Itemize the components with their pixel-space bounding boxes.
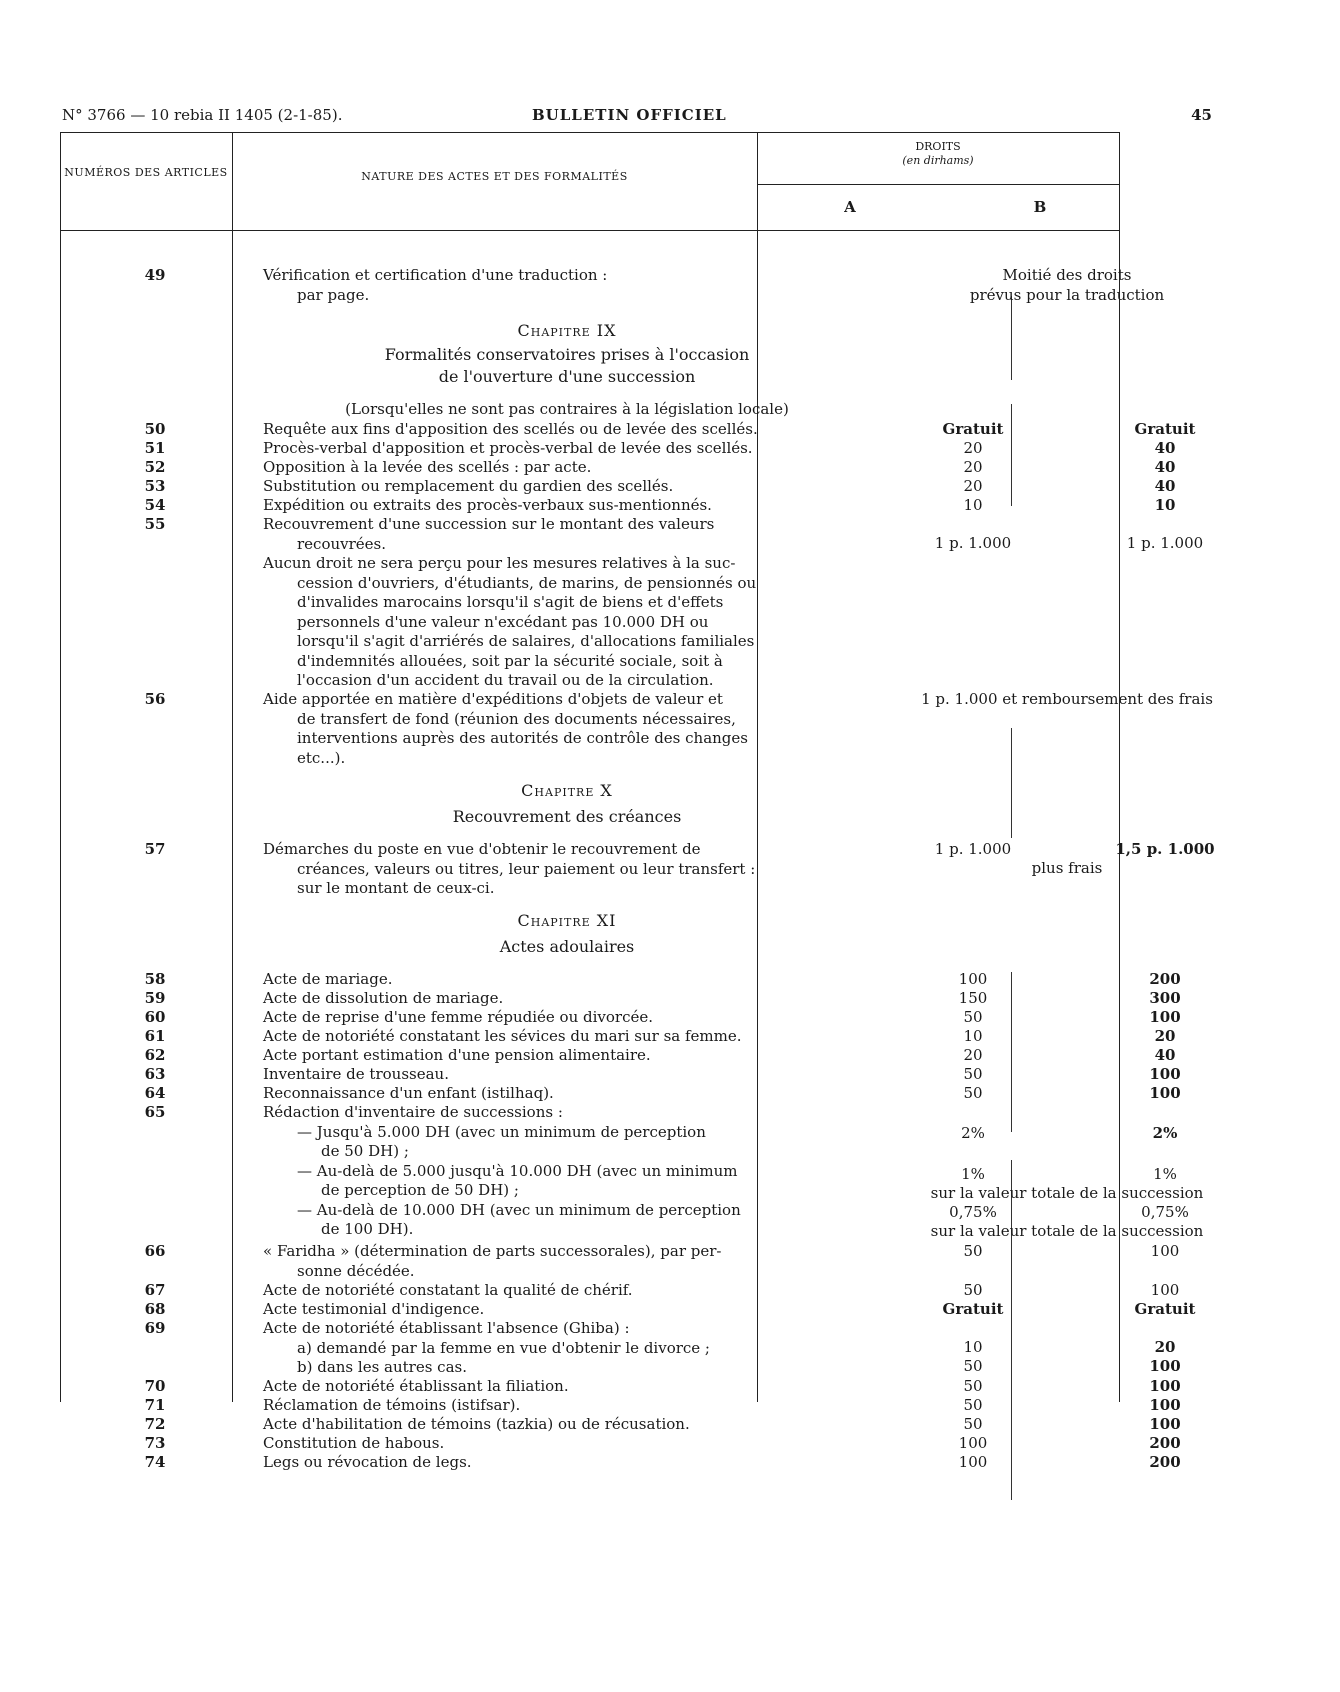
article-number: 70 <box>144 1377 166 1395</box>
fee-a: 0,75% <box>949 1203 997 1221</box>
fee-b: 100 <box>1149 1008 1181 1026</box>
article-number: 63 <box>144 1065 166 1083</box>
article-number: 55 <box>144 515 166 533</box>
chapter-subtitle: de l'ouverture d'une succession <box>438 367 696 386</box>
article-text <box>263 1319 871 1378</box>
article-text: Acte de dissolution de mariage. <box>263 989 504 1007</box>
fee-b: 10 <box>1154 496 1176 514</box>
chapter-heading <box>263 910 871 958</box>
article-text <box>263 840 871 899</box>
fee-ab: plus frais <box>1031 859 1103 877</box>
col-header-numeros: NUMÉROS DES ARTICLES <box>64 166 228 179</box>
fee-b: Gratuit <box>1134 1300 1196 1318</box>
fee-a: Gratuit <box>942 1300 1004 1318</box>
fee-ab <box>872 266 1262 305</box>
fee-b: 100 <box>1149 1065 1181 1083</box>
fee-b: 1,5 p. 1.000 <box>1115 840 1215 858</box>
fee-b: 1 p. 1.000 <box>1126 534 1204 552</box>
article-number: 73 <box>144 1434 166 1452</box>
article-text: Acte testimonial d'indigence. <box>263 1300 485 1318</box>
article-number: 50 <box>144 420 166 438</box>
article-text: Acte de mariage. <box>263 970 393 988</box>
article-number: 62 <box>144 1046 166 1064</box>
fee-a: 50 <box>963 1281 983 1299</box>
article-number: 68 <box>144 1300 166 1318</box>
article-text: Réclamation de témoins (istifsar). <box>263 1396 521 1414</box>
text-line: interventions auprès des autorités de contrôle des changes <box>297 729 748 747</box>
article-text <box>263 1103 871 1240</box>
fee-b: 100 <box>1149 1415 1181 1433</box>
fee-a: 1 p. 1.000 <box>934 534 1012 552</box>
chapter-heading <box>263 320 871 388</box>
page-number: 45 <box>1191 106 1212 124</box>
article-number: 69 <box>144 1319 166 1337</box>
chapter-heading <box>263 780 871 828</box>
text-line: sonne décédée. <box>297 1261 415 1280</box>
fee-a: 100 <box>958 1453 988 1471</box>
chapter-title: Chapitre X <box>521 781 613 800</box>
article-number: 74 <box>144 1453 166 1471</box>
fee-a: 10 <box>963 1338 983 1356</box>
col-header-a: A <box>844 198 856 216</box>
fee-b: 20 <box>1154 1027 1176 1045</box>
fee-a: 20 <box>963 458 983 476</box>
fee-a: 1 p. 1.000 <box>934 840 1012 858</box>
fee-a: 10 <box>963 1027 983 1045</box>
text-line: lorsqu'il s'agit d'arriérés de salaires, d'allocations familiales <box>297 632 755 650</box>
col-header-nature: NATURE DES ACTES ET DES FORMALITÉS <box>361 170 628 183</box>
article-number: 52 <box>144 458 166 476</box>
droits-label: DROITS <box>915 140 961 153</box>
fee-a: 50 <box>963 1357 983 1375</box>
text-line: Rédaction d'inventaire de successions : <box>263 1103 563 1121</box>
issue-info: N° 3766 — 10 rebia II 1405 (2-1-85). <box>62 106 343 124</box>
text-line: personnels d'une valeur n'excédant pas 10.000 DH ou <box>297 612 709 631</box>
text-line: — Jusqu'à 5.000 DH (avec un minimum de perception <box>297 1122 706 1141</box>
article-number: 56 <box>144 690 166 708</box>
article-text <box>263 515 871 691</box>
fee-b: 1% <box>1153 1165 1177 1183</box>
article-text: Acte de notoriété constatant la qualité de chérif. <box>263 1281 633 1299</box>
text-line: créances, valeurs ou titres, leur paiement ou leur transfert : <box>297 859 756 878</box>
fee-a: 2% <box>961 1124 985 1142</box>
fee-b: 20 <box>1154 1338 1176 1356</box>
article-number: 72 <box>144 1415 166 1433</box>
article-number: 54 <box>144 496 166 514</box>
article-number: 67 <box>144 1281 166 1299</box>
chapter-subtitle: Formalités conservatoires prises à l'occasion <box>384 345 750 364</box>
fee-a: 50 <box>963 1242 983 1260</box>
text-line: de 50 DH) ; <box>321 1142 409 1160</box>
fee-line: Moitié des droits <box>1002 266 1132 284</box>
article-number: 61 <box>144 1027 166 1045</box>
fee-b: 100 <box>1149 1084 1181 1102</box>
article-number: 60 <box>144 1008 166 1026</box>
article-text: Reconnaissance d'un enfant (istilhaq). <box>263 1084 554 1102</box>
text-line: recouvrées. <box>297 534 387 553</box>
journal-title: BULLETIN OFFICIEL <box>532 106 727 124</box>
text-line: b) dans les autres cas. <box>297 1358 467 1376</box>
article-number: 58 <box>144 970 166 988</box>
article-number: 53 <box>144 477 166 495</box>
article-number: 59 <box>144 989 166 1007</box>
fee-b: 40 <box>1154 458 1176 476</box>
fee-b: Gratuit <box>1134 420 1196 438</box>
text-line: de 100 DH). <box>321 1220 414 1238</box>
fee-b: 0,75% <box>1141 1203 1189 1221</box>
fee-b: 100 <box>1149 1396 1181 1414</box>
fee-b: 40 <box>1154 439 1176 457</box>
fee-a: 150 <box>958 989 988 1007</box>
article-number: 71 <box>144 1396 166 1414</box>
article-number: 64 <box>144 1084 166 1102</box>
article-number: 51 <box>144 439 166 457</box>
article-text: Acte d'habilitation de témoins (tazkia) ou de récusation. <box>263 1415 690 1433</box>
article-text: Procès-verbal d'apposition et procès-verbal de levée des scellés. <box>263 439 753 457</box>
chapter-subtitle: Recouvrement des créances <box>452 807 682 826</box>
text-line: par page. <box>297 285 370 304</box>
article-number: 49 <box>144 266 166 284</box>
col-header-b: B <box>1033 198 1047 216</box>
fee-b: 200 <box>1149 1434 1181 1452</box>
article-text <box>263 690 871 768</box>
chapter-title: Chapitre XI <box>517 911 617 930</box>
fee-b: 2% <box>1152 1124 1178 1142</box>
fee-b: 40 <box>1154 477 1176 495</box>
fee-a: Gratuit <box>942 420 1004 438</box>
article-text: Acte de notoriété établissant la filiation. <box>263 1377 569 1395</box>
fee-b: 100 <box>1150 1281 1180 1299</box>
article-text: Opposition à la levée des scellés : par acte. <box>263 458 592 476</box>
fee-a: 50 <box>963 1084 983 1102</box>
text-line: etc...). <box>297 748 346 767</box>
text-line: l'occasion d'un accident du travail ou de la circulation. <box>297 671 714 689</box>
fee-ab: sur la valeur totale de la succession <box>930 1184 1204 1202</box>
article-text: Acte de reprise d'une femme répudiée ou divorcée. <box>263 1008 654 1026</box>
fee-b: 100 <box>1149 1357 1181 1375</box>
article-number: 66 <box>144 1242 166 1260</box>
article-text: Constitution de habous. <box>263 1434 445 1452</box>
text-line: cession d'ouvriers, d'étudiants, de marins, de pensionnés ou <box>297 573 757 592</box>
text-line: Recouvrement d'une succession sur le montant des valeurs <box>263 515 715 533</box>
droits-unit: (en dirhams) <box>902 154 974 167</box>
text-line: « Faridha » (détermination de parts successorales), par per- <box>263 1242 722 1260</box>
text-line: — Au-delà de 5.000 jusqu'à 10.000 DH (avec un minimum <box>297 1161 738 1180</box>
fee-b: 300 <box>1149 989 1181 1007</box>
fee-a: 50 <box>963 1377 983 1395</box>
text-line: de transfert de fond (réunion des documents nécessaires, <box>297 709 736 728</box>
article-text: Legs ou révocation de legs. <box>263 1453 472 1471</box>
fee-a: 50 <box>963 1396 983 1414</box>
article-text <box>263 266 871 305</box>
fee-b: 200 <box>1149 970 1181 988</box>
text-line: — Au-delà de 10.000 DH (avec un minimum de perception <box>297 1200 741 1219</box>
fee-a: 50 <box>963 1008 983 1026</box>
fee-ab: 1 p. 1.000 et remboursement des frais <box>921 690 1213 708</box>
text-line: Démarches du poste en vue d'obtenir le recouvrement de <box>263 840 701 858</box>
fee-b: 200 <box>1149 1453 1181 1471</box>
fee-b: 100 <box>1150 1242 1180 1260</box>
article-text: Acte portant estimation d'une pension alimentaire. <box>263 1046 651 1064</box>
article-number: 65 <box>144 1103 166 1121</box>
text-line: sur le montant de ceux-ci. <box>297 879 495 897</box>
table-body <box>60 0 1215 1692</box>
fee-a: 50 <box>963 1065 983 1083</box>
article-text: Expédition ou extraits des procès-verbaux sus-mentionnés. <box>263 496 712 514</box>
text-line: Aide apportée en matière d'expéditions d'objets de valeur et <box>263 690 723 708</box>
note-text: (Lorsqu'elles ne sont pas contraires à la législation locale) <box>345 400 789 418</box>
fee-a: 1% <box>961 1165 985 1183</box>
text-line: a) demandé par la femme en vue d'obtenir le divorce ; <box>297 1338 710 1357</box>
fee-a: 20 <box>963 1046 983 1064</box>
text-line: d'indemnités allouées, soit par la sécurité sociale, soit à <box>297 651 723 670</box>
article-text: Requête aux fins d'apposition des scellés ou de levée des scellés. <box>263 420 758 438</box>
fee-b: 40 <box>1154 1046 1176 1064</box>
chapter-subtitle: Actes adoulaires <box>499 937 635 956</box>
text-line: d'invalides marocains lorsqu'il s'agit de biens et d'effets <box>297 593 724 611</box>
text-line: Aucun droit ne sera perçu pour les mesures relatives à la suc- <box>263 554 736 572</box>
article-number: 57 <box>144 840 166 858</box>
fee-a: 50 <box>963 1415 983 1433</box>
fee-a: 100 <box>958 970 988 988</box>
text-line: Vérification et certification d'une traduction : <box>263 266 608 284</box>
article-text: Acte de notoriété constatant les sévices du mari sur sa femme. <box>263 1027 742 1045</box>
text-line: Acte de notoriété établissant l'absence (Ghiba) : <box>263 1319 630 1337</box>
text-line: de perception de 50 DH) ; <box>321 1181 519 1199</box>
article-text: Substitution ou remplacement du gardien des scellés. <box>263 477 674 495</box>
fee-b: 100 <box>1149 1377 1181 1395</box>
chapter-title: Chapitre IX <box>517 321 617 340</box>
fee-a: 20 <box>963 439 983 457</box>
fee-a: 100 <box>958 1434 988 1452</box>
article-text: Inventaire de trousseau. <box>263 1065 449 1083</box>
fee-ab: sur la valeur totale de la succession <box>930 1222 1204 1240</box>
fee-line: prévus pour la traduction <box>969 285 1165 304</box>
fee-a: 10 <box>963 496 983 514</box>
fee-a: 20 <box>963 477 983 495</box>
article-text <box>263 1242 871 1281</box>
